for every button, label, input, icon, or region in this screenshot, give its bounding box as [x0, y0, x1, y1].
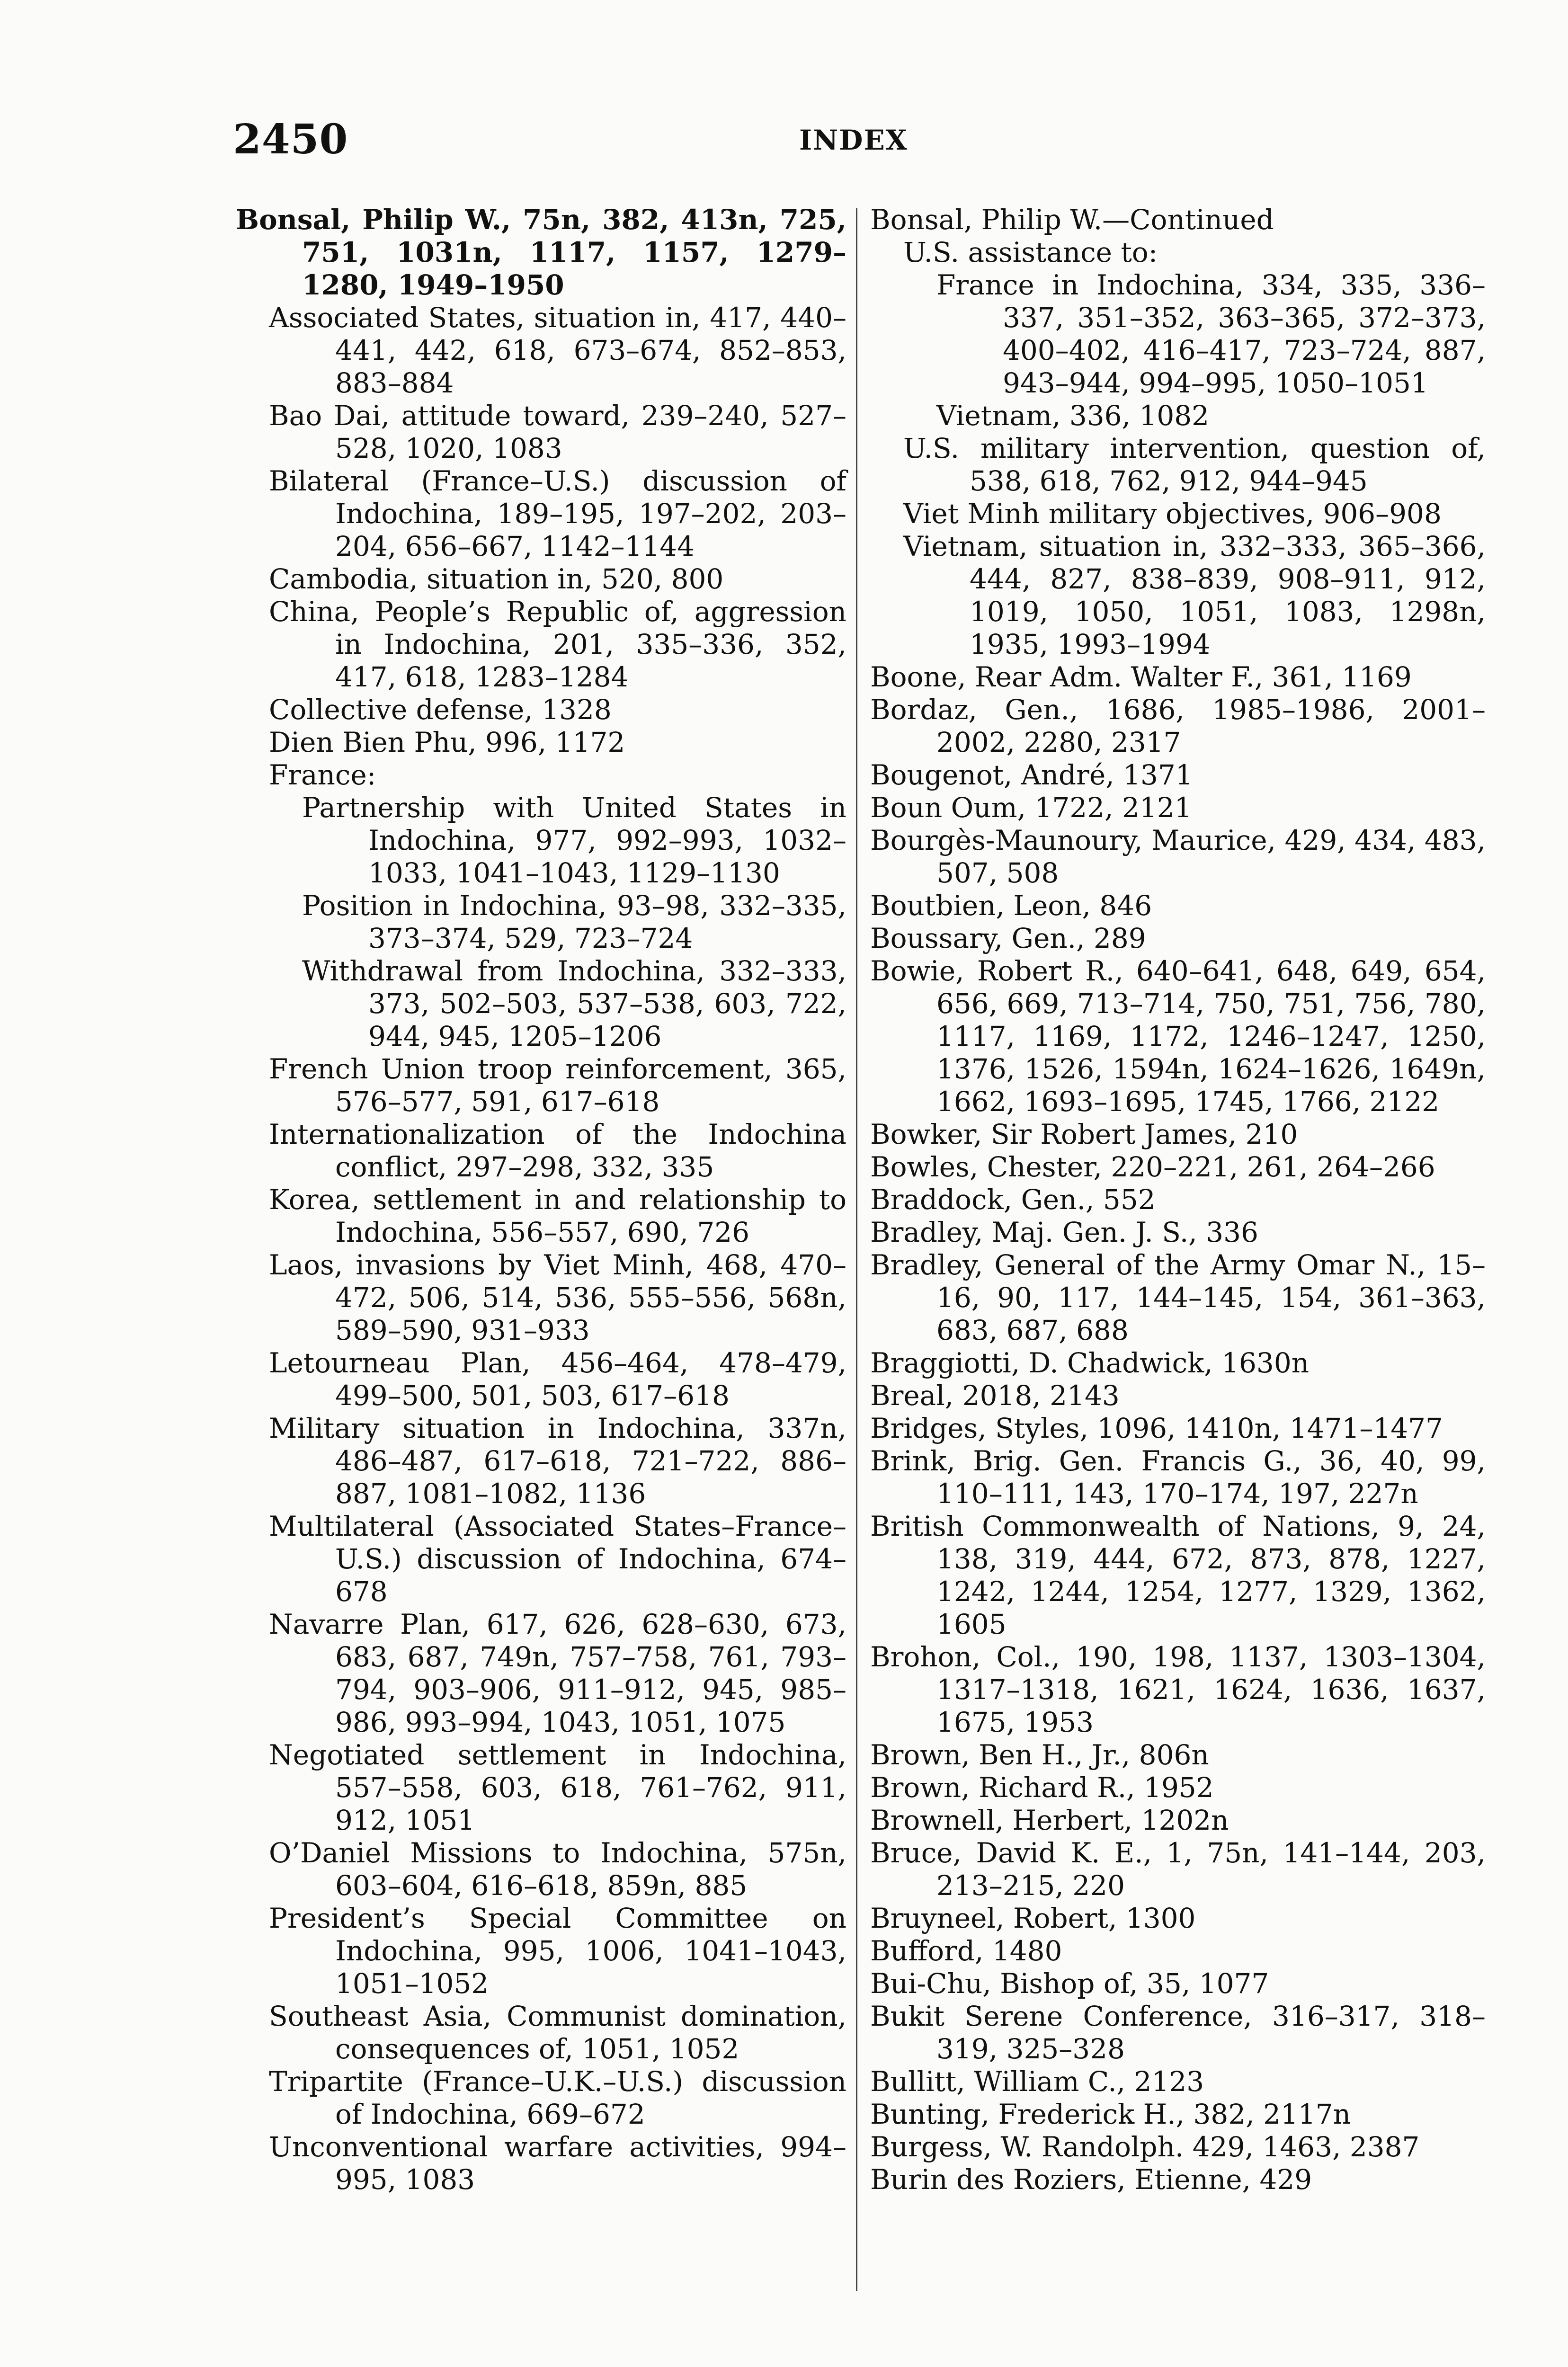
- index-subentry: Multilateral (Associated States–France–U.S.) discussion of Indochina, 674–678: [269, 1510, 846, 1608]
- page-number: 2450: [233, 116, 348, 163]
- index-subentry: Vietnam, situation in, 332–333, 365–366, 444, 827, 838–839, 908–911, 912, 1019, 1050, 1051, 1083, 1298n, 1935, 1993–1994: [903, 530, 1486, 660]
- index-entry: Boun Oum, 1722, 2121: [870, 792, 1192, 824]
- index-subentry: Bilateral (France–U.S.) discussion of Indochina, 189–195, 197–202, 203–204, 656–667, 1142–1144: [269, 465, 846, 562]
- index-subentry: Southeast Asia, Communist domination, consequences of, 1051, 1052: [269, 2000, 846, 2065]
- index-column-left: [236, 204, 846, 2196]
- index-entry: Bruce, David K. E., 1, 75n, 141–144, 203, 213–215, 220: [870, 1837, 1486, 1902]
- index-entry: Bradley, Maj. Gen. J. S., 336: [870, 1216, 1258, 1248]
- index-subentry: Internationalization of the Indochina conflict, 297–298, 332, 335: [269, 1118, 846, 1183]
- index-entry: Bowie, Robert R., 640–641, 648, 649, 654, 656, 669, 713–714, 750, 751, 756, 780, 1117, 1169, 1172, 1246–1247, 1250, 1376, 1526, 1594n, 1624–1626, 1649n, 1662, 1693–1695, 1745, 1766, 2122: [870, 955, 1486, 1118]
- index-subentry: Vietnam, 336, 1082: [936, 400, 1210, 432]
- index-entry: Bufford, 1480: [870, 1935, 1062, 1967]
- index-entry: Bordaz, Gen., 1686, 1985–1986, 2001–2002, 2280, 2317: [870, 694, 1486, 758]
- index-subentry: France:: [269, 759, 376, 791]
- index-entry: Boone, Rear Adm. Walter F., 361, 1169: [870, 661, 1412, 693]
- index-subentry: Dien Bien Phu, 996, 1172: [269, 726, 625, 758]
- index-subentry: Position in Indochina, 93–98, 332–335, 373–374, 529, 723–724: [302, 890, 846, 954]
- index-entry: Boussary, Gen., 289: [870, 922, 1146, 954]
- index-entry: Bourgès-Maunoury, Maurice, 429, 434, 483, 507, 508: [870, 824, 1486, 889]
- index-subentry: Withdrawal from Indochina, 332–333, 373, 502–503, 537–538, 603, 722, 944, 945, 1205–1206: [302, 955, 846, 1052]
- index-subentry: O’Daniel Missions to Indochina, 575n, 603–604, 616–618, 859n, 885: [269, 1837, 846, 1902]
- index-entry: Bonsal, Philip W.—Continued: [870, 204, 1274, 236]
- index-entry: Braggiotti, D. Chadwick, 1630n: [870, 1347, 1310, 1379]
- index-subentry: Tripartite (France–U.K.–U.S.) discussion of Indochina, 669–672: [269, 2065, 846, 2130]
- index-subentry: Bao Dai, attitude toward, 239–240, 527–528, 1020, 1083: [269, 400, 846, 464]
- index-subentry: President’s Special Committee on Indochina, 995, 1006, 1041–1043, 1051–1052: [269, 1902, 846, 2000]
- index-entry: Brink, Brig. Gen. Francis G., 36, 40, 99, 110–111, 143, 170–174, 197, 227n: [870, 1445, 1486, 1510]
- index-subentry: Collective defense, 1328: [269, 694, 612, 726]
- index-subentry: U.S. assistance to:: [903, 236, 1158, 268]
- index-subentry: Associated States, situation in, 417, 440–441, 442, 618, 673–674, 852–853, 883–884: [269, 302, 846, 399]
- index-entry: Bui-Chu, Bishop of, 35, 1077: [870, 1967, 1269, 2000]
- index-subentry: Unconventional warfare activities, 994–995, 1083: [269, 2131, 846, 2196]
- column-divider: [856, 208, 857, 2291]
- index-entry: Brown, Richard R., 1952: [870, 1771, 1214, 1804]
- index-entry: Burin des Roziers, Etienne, 429: [870, 2163, 1312, 2196]
- index-subentry: Navarre Plan, 617, 626, 628–630, 673, 683, 687, 749n, 757–758, 761, 793–794, 903–906, 911–912, 945, 985–986, 993–994, 1043, 1051, 1075: [269, 1608, 846, 1738]
- index-subentry: U.S. military intervention, question of, 538, 618, 762, 912, 944–945: [903, 432, 1486, 497]
- index-subentry: France in Indochina, 334, 335, 336–337, 351–352, 363–365, 372–373, 400–402, 416–417, 723–724, 887, 943–944, 994–995, 1050–1051: [936, 269, 1486, 399]
- index-subentry: China, People’s Republic of, aggression in Indochina, 201, 335–336, 352, 417, 618, 1283–1284: [269, 596, 846, 693]
- index-subentry: Partnership with United States in Indochina, 977, 992–993, 1032–1033, 1041–1043, 1129–1130: [302, 792, 846, 889]
- index-entry: Brown, Ben H., Jr., 806n: [870, 1739, 1209, 1771]
- index-entry: British Commonwealth of Nations, 9, 24, 138, 319, 444, 672, 873, 878, 1227, 1242, 1244, 1254, 1277, 1329, 1362, 1605: [870, 1510, 1486, 1640]
- index-entry: Bonsal, Philip W., 75n, 382, 413n, 725, 751, 1031n, 1117, 1157, 1279–1280, 1949–1950: [236, 204, 846, 301]
- index-entry: Bruyneel, Robert, 1300: [870, 1902, 1196, 1934]
- index-entry: Burgess, W. Randolph. 429, 1463, 2387: [870, 2131, 1420, 2163]
- index-subentry: Cambodia, situation in, 520, 800: [269, 563, 724, 595]
- index-entry: Breal, 2018, 2143: [870, 1379, 1120, 1412]
- index-entry: Brohon, Col., 190, 198, 1137, 1303–1304, 1317–1318, 1621, 1624, 1636, 1637, 1675, 1953: [870, 1641, 1486, 1738]
- index-subentry: Military situation in Indochina, 337n, 486–487, 617–618, 721–722, 886–887, 1081–1082, 1136: [269, 1412, 846, 1510]
- index-subentry: Letourneau Plan, 456–464, 478–479, 499–500, 501, 503, 617–618: [269, 1347, 846, 1412]
- index-entry: Bradley, General of the Army Omar N., 15–16, 90, 117, 144–145, 154, 361–363, 683, 687, 688: [870, 1249, 1486, 1346]
- index-subentry: Laos, invasions by Viet Minh, 468, 470–472, 506, 514, 536, 555–556, 568n, 589–590, 931–933: [269, 1249, 846, 1346]
- index-entry: Bowker, Sir Robert James, 210: [870, 1118, 1298, 1150]
- index-entry: Brownell, Herbert, 1202n: [870, 1804, 1229, 1836]
- index-entry: Bullitt, William C., 2123: [870, 2065, 1204, 2098]
- index-subentry: French Union troop reinforcement, 365, 576–577, 591, 617–618: [269, 1053, 846, 1118]
- index-column-right: [870, 204, 1486, 2196]
- index-entry: Bukit Serene Conference, 316–317, 318–319, 325–328: [870, 2000, 1486, 2065]
- index-entry: Bunting, Frederick H., 382, 2117n: [870, 2098, 1351, 2130]
- index-entry: Bowles, Chester, 220–221, 261, 264–266: [870, 1151, 1435, 1183]
- index-subentry: Viet Minh military objectives, 906–908: [903, 498, 1442, 530]
- index-subentry: Negotiated settlement in Indochina, 557–558, 603, 618, 761–762, 911, 912, 1051: [269, 1739, 846, 1836]
- index-entry: Bougenot, André, 1371: [870, 759, 1193, 791]
- index-subentry: Korea, settlement in and relationship to Indochina, 556–557, 690, 726: [269, 1184, 846, 1248]
- index-entry: Bridges, Styles, 1096, 1410n, 1471–1477: [870, 1412, 1443, 1444]
- index-entry: Braddock, Gen., 552: [870, 1184, 1156, 1216]
- running-head: INDEX: [799, 124, 908, 156]
- index-entry: Boutbien, Leon, 846: [870, 890, 1152, 922]
